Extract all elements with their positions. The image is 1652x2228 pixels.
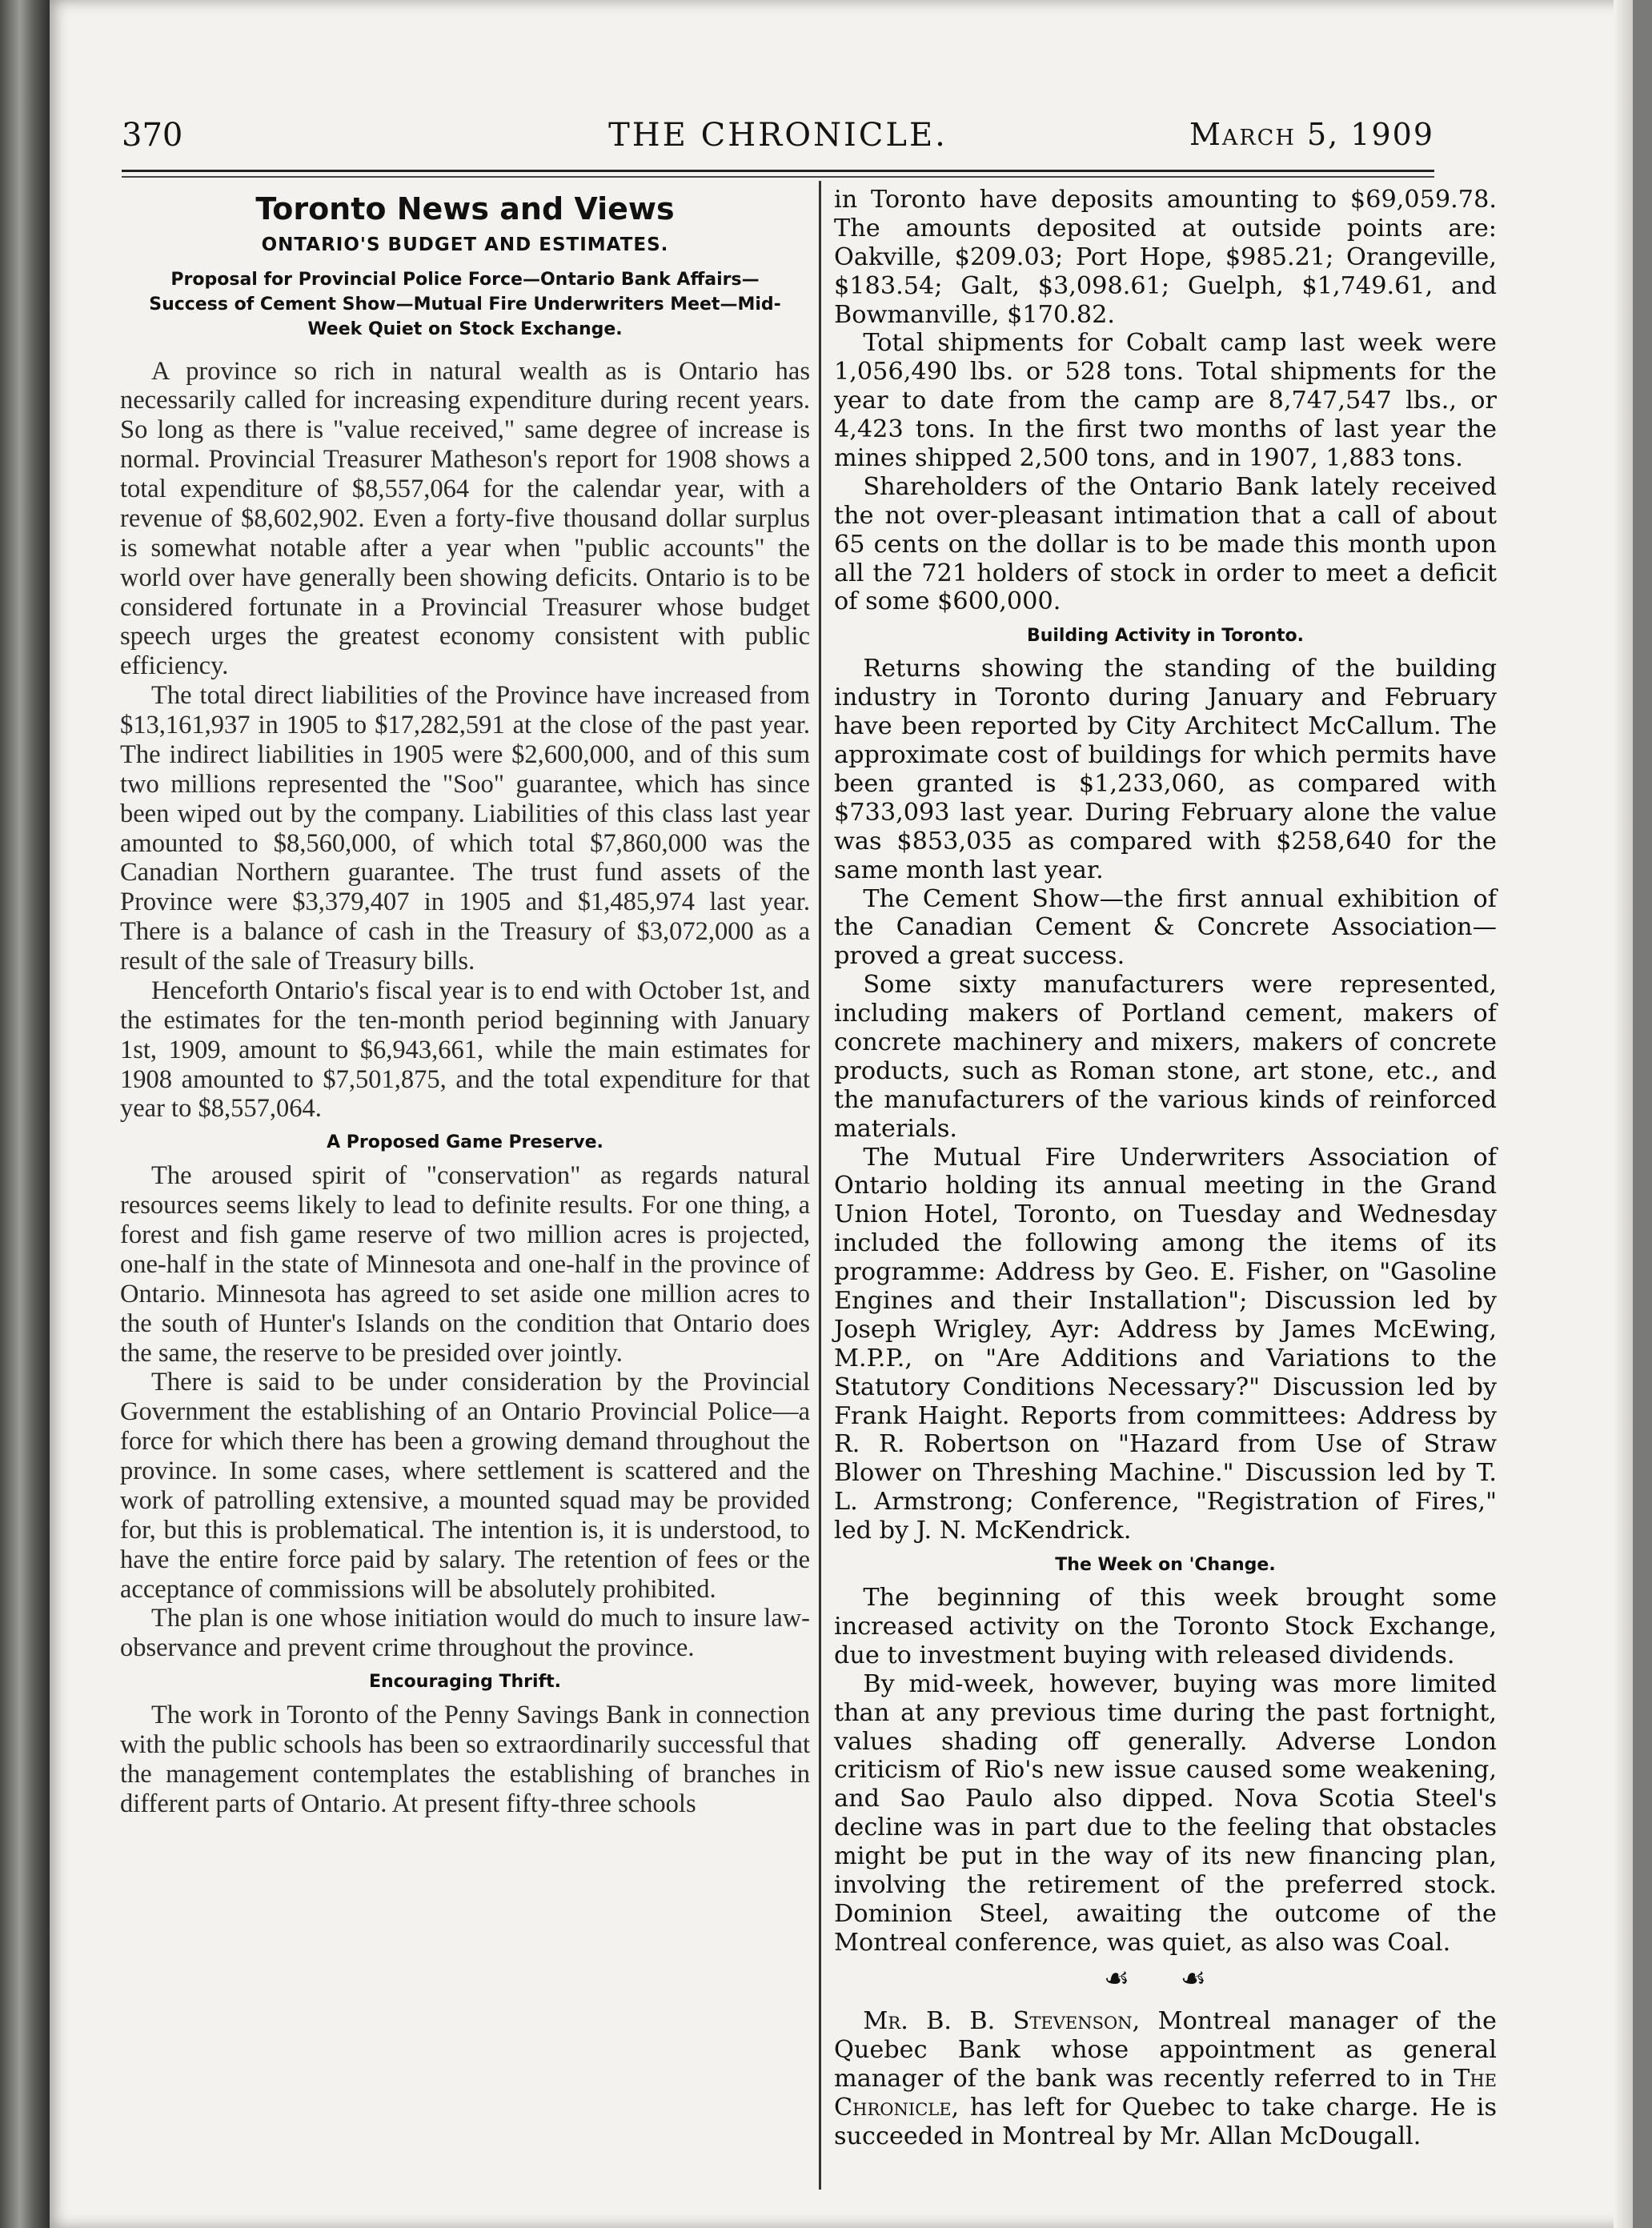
issue-date-text: March 5, 1909: [1189, 117, 1434, 152]
paragraph: Total shipments for Cobalt camp last week were 1,056,490 lbs. or 528 tons. Total shipments for the year to date from the camp are 8,747,547 lbs., or 4,423 tons. In the first two months of last year the mines shipped 2,500 tons, and in 1907, 1,883 tons.: [834, 329, 1497, 473]
page-edge: [1614, 0, 1633, 2228]
paragraph: Shareholders of the Ontario Bank lately received the not over-pleasant intimation that a call of about 65 cents on the dollar is to be made this month upon all the 721 holders of stock in order to meet a deficit of some $600,000.: [834, 472, 1497, 616]
paragraph: The aroused spirit of "conservation" as regards natural resources seems likely to lead to definite results. For one thing, a forest and fish game reserve of two million acres is projected, one-half in the state of Minnesota and one-half in the province of Ontario. Minnesota has agreed to set aside one million acres to the south of Hunter's Islands on the condition that Ontario does the same, the reserve to be presided over jointly.: [120, 1161, 810, 1368]
section-heading-building: Building Activity in Toronto.: [1026, 626, 1305, 647]
paragraph: Some sixty manufacturers were represented, including makers of Portland cement, makers of concrete machinery and mixers, makers of concrete products, such as Roman stone, art stone, etc., and the manufacturers of the various kinds of reinforced materials.: [834, 971, 1497, 1143]
paragraph: in Toronto have deposits amounting to $69,059.78. The amounts deposited at outside points are: Oakville, $209.03; Port Hope, $985.21; Orangeville, $183.54; Galt, $3,098.61; Guelph, $1,749.61, and Bowmanville, $170.82.: [834, 186, 1497, 329]
paragraph: The total direct liabilities of the Province have increased from $13,161,937 in 1905 to $17,282,591 at the close of the past year. The indirect liabilities in 1905 were $2,600,000, and of this sum two millions represented the "Soo" guarantee, which has since been wiped out by the company. Liabilities of this class last year amounted to $8,560,000, of which total $7,860,000 was the Canadian Northern guarantee. The trust fund assets of the Province were $3,379,407 in 1905 and $1,485,974 last year. There is a balance of cash in the Treasury of $3,072,000 as a result of the sale of Treasury bills.: [120, 681, 810, 976]
paragraph: The work in Toronto of the Penny Savings Bank in connection with the public schools has been so extraordinarily successful that the management contemplates the establishing of branches in different parts of Ontario. At present fifty-three schools: [120, 1701, 810, 1818]
article-deck: Proposal for Provincial Police Force—Ontario Bank Affairs—Success of Cement Show—Mutual Fire Underwriters Meet—Mid-Week Quiet on Stock Exchange.: [149, 270, 781, 339]
book-binding: [0, 0, 50, 2228]
right-column: [834, 186, 1497, 2151]
paragraph: The Cement Show—the first annual exhibition of the Canadian Cement & Concrete Association—proved a great success.: [834, 884, 1497, 971]
section-heading-change: The Week on 'Change.: [1055, 1555, 1276, 1576]
article-title: Toronto News and Views: [255, 191, 675, 226]
paragraph: Henceforth Ontario's fiscal year is to end with October 1st, and the estimates for the ten-month period beginning with January 1st, 1909, amount to $6,943,661, while the main estimates for 1908 amounted to $7,501,875, and the total expenditure for that year to $8,557,064.: [120, 976, 810, 1124]
person-name: Mr. B. B. Stevenson,: [863, 2007, 1141, 2036]
paragraph: Returns showing the standing of the building industry in Toronto during January and February have been reported by City Architect McCallum. The approximate cost of buildings for which permits have been granted is $1,233,060, as compared with $733,093 last year. During February alone the value was $853,035 as compared with $258,640 for the same month last year.: [834, 655, 1497, 884]
paragraph-text: has left for Quebec to take charge. He is succeeded in Montreal by Mr. Allan McDougall.: [834, 2094, 1497, 2150]
paragraph: [834, 2007, 1497, 2150]
article-subtitle: ONTARIO'S BUDGET AND ESTIMATES.: [261, 234, 669, 256]
section-heading-thrift: Encouraging Thrift.: [368, 1672, 562, 1693]
paragraph: The beginning of this week brought some increased activity on the Toronto Stock Exchange, due to investment buying with released dividends.: [834, 1584, 1497, 1669]
section-heading-game-preserve: A Proposed Game Preserve.: [327, 1132, 603, 1153]
column-rule: [819, 181, 821, 2190]
paragraph: The Mutual Fire Underwriters Association of Ontario holding its annual meeting in the Grand Union Hotel, Toronto, on Tuesday and Wednesday included the following among the items of its programme: Address by Geo. E. Fisher, on "Gasoline Engines and their Installation"; Discussion led by Joseph Wrigley, Ayr: Address by James McEwing, M.P.P., on "Are Additions and Variations to the Statutory Conditions Necessary?" Discussion led by Frank Haight. Reports from committees: Address by R. R. Robertson on "Hazard from Use of Straw Blower on Threshing Machine." Discussion led by T. L. Armstrong; Conference, "Registration of Fires," led by J. N. McKendrick.: [834, 1143, 1497, 1545]
page-number: 370: [122, 117, 183, 154]
header-rule-thin: [122, 176, 1434, 178]
paragraph-text: Montreal manager of the Quebec Bank whose appointment as general manager of the bank was recently referred to in: [834, 2007, 1497, 2094]
running-header: [122, 112, 1434, 160]
header-rule: [122, 170, 1434, 172]
paragraph: By mid-week, however, buying was more limited than at any previous time during the past fortnight, values shading off generally. Adverse London criticism of Rio's new issue caused some weakening, and Sao Paulo also dipped. Nova Scotia Steel's decline was in part due to the feeling that obstacles might be put in the way of its new financing plan, involving the retirement of the preferred stock. Dominion Steel, awaiting the outcome of the Montreal conference, was quiet, as also was Coal.: [834, 1669, 1497, 1957]
paragraph: There is said to be under consideration by the Provincial Government the establishing of an Ontario Provincial Police—a force for which there has been a growing demand throughout the province. In some cases, where settlement is scattered and the work of patrolling extensive, a mounted squad may be provided for, but this is problematical. The intention is, it is understood, to have the entire force paid by salary. The retention of fees or the acceptance of commissions will be absolutely prohibited.: [120, 1368, 810, 1604]
ornament-icon: ☙ ☙: [1104, 1962, 1227, 1995]
journal-name: The Chronicle,: [834, 2065, 1497, 2122]
journal-title: THE CHRONICLE.: [608, 117, 948, 154]
left-column: [120, 186, 810, 1819]
paragraph: The plan is one whose initiation would do much to insure law-observance and prevent crime throughout the province.: [120, 1604, 810, 1663]
issue-date: [1189, 117, 1434, 152]
paragraph: A province so rich in natural wealth as is Ontario has necessarily called for increasing expenditure during recent years. So long as there is "value received," same degree of increase is normal. Provincial Treasurer Matheson's report for 1908 shows a total expenditure of $8,557,064 for the calendar year, with a revenue of $8,602,902. Even a forty-five thousand dollar surplus is somewhat notable after a year when "public accounts" the world over have generally been showing deficits. Ontario is to be considered fortunate in a Provincial Treasurer whose budget speech urges the greatest economy consistent with public efficiency.: [120, 356, 810, 681]
